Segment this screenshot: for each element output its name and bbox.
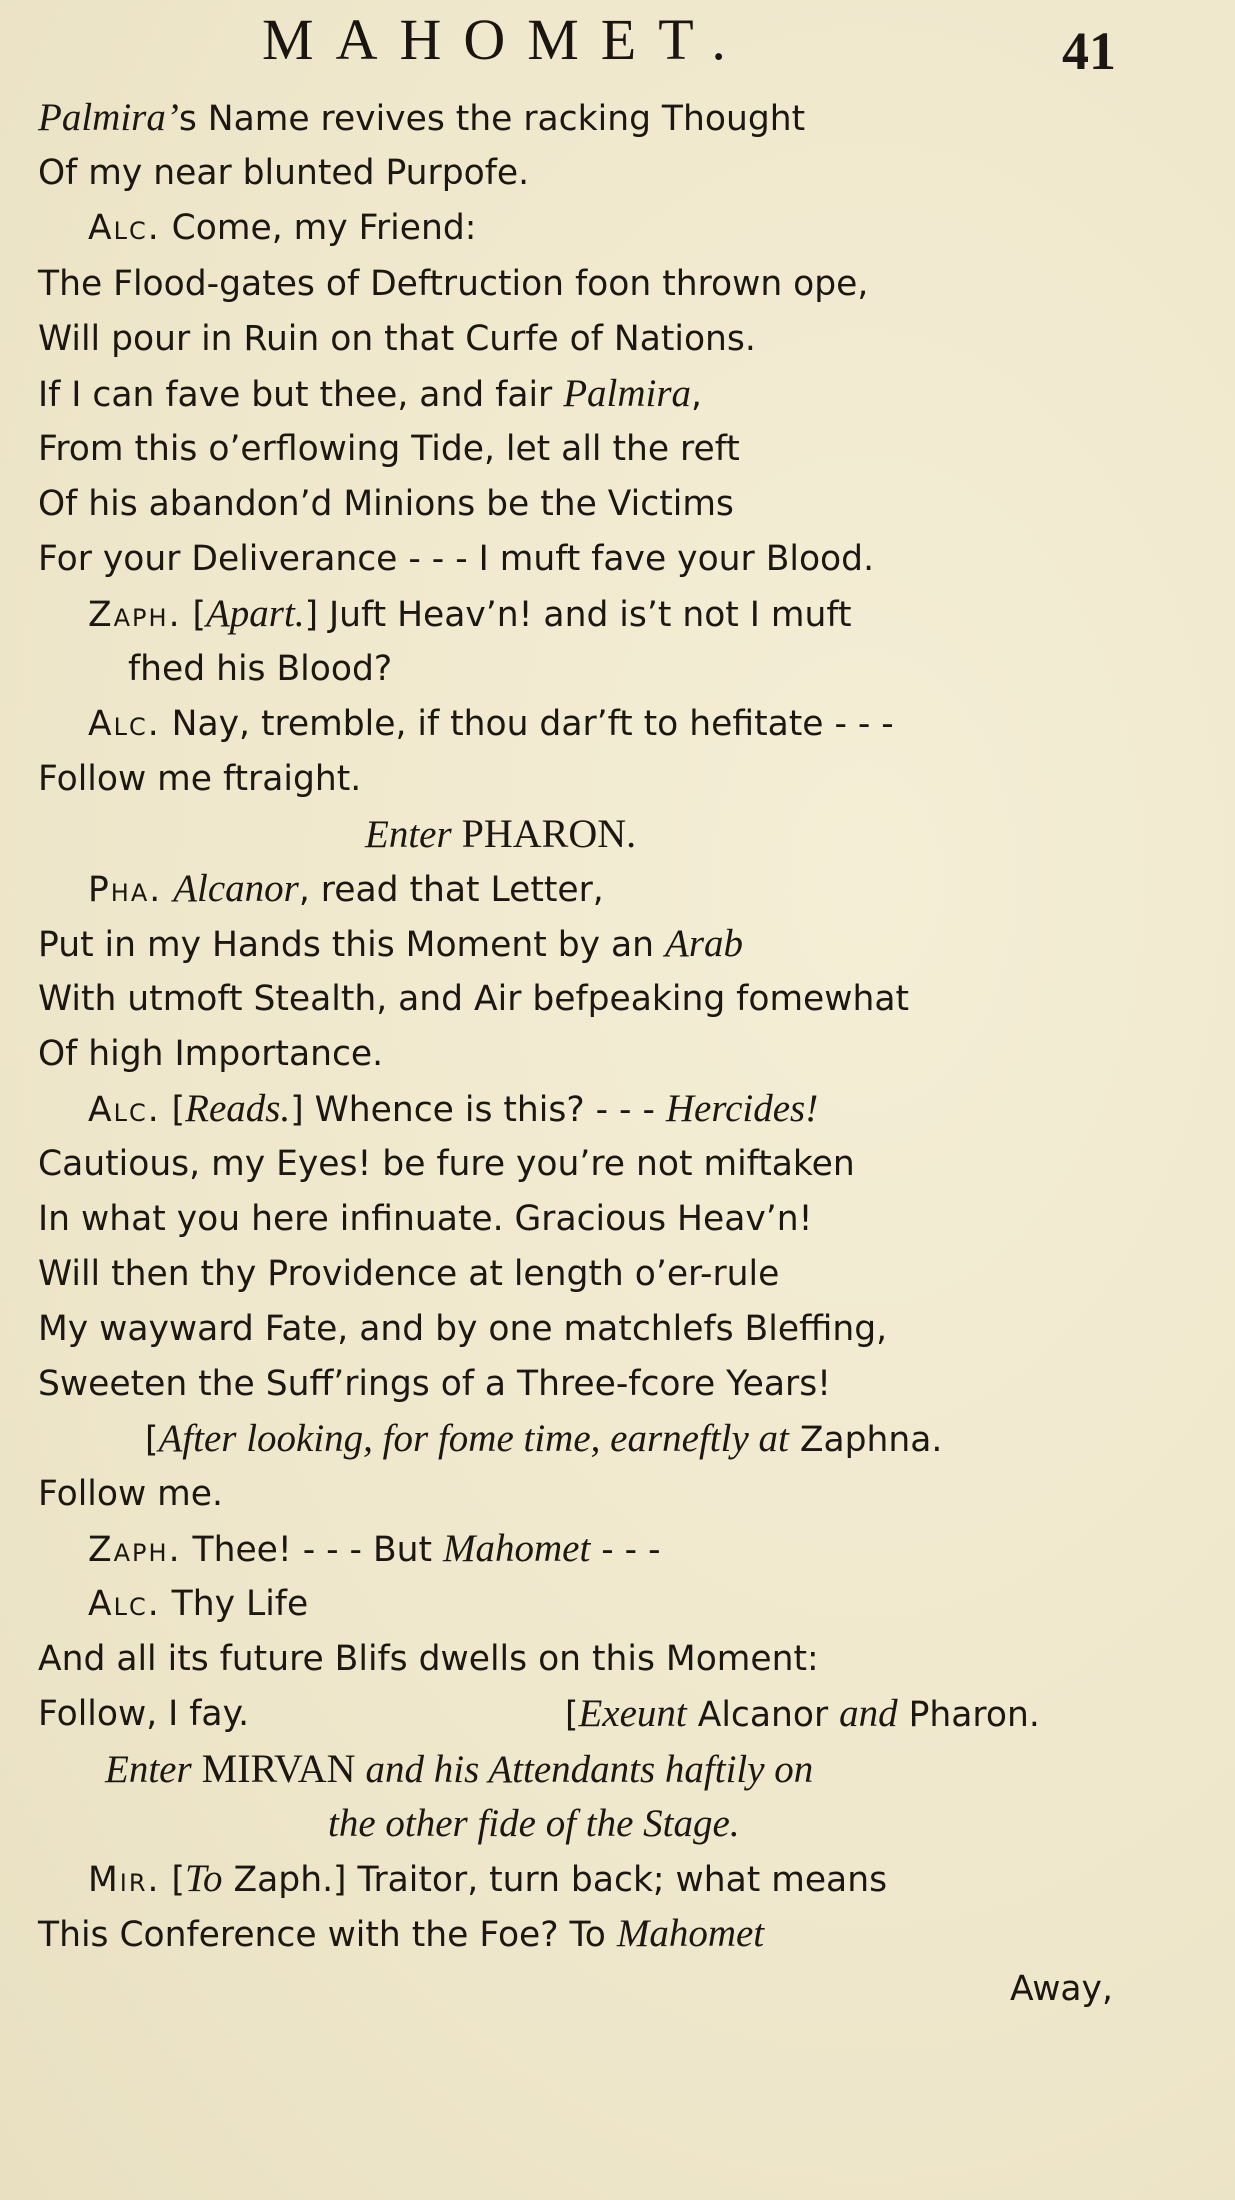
text-line bbox=[128, 649, 392, 689]
italic-text: After looking, for fome time, earneftly at bbox=[158, 1417, 789, 1460]
line-text: Follow me. bbox=[38, 1474, 223, 1514]
line-text: This Conference with the Foe? To bbox=[38, 1915, 617, 1955]
italic-text: Enter bbox=[105, 1748, 192, 1791]
text-line bbox=[38, 98, 805, 139]
text-line bbox=[38, 539, 874, 579]
line-text: s Name revives the racking Thought bbox=[178, 99, 806, 139]
text-line bbox=[38, 1694, 249, 1734]
speaker-name: Alc. bbox=[88, 1584, 161, 1624]
line-text: [ bbox=[181, 595, 206, 635]
line-text: Follow, I fay. bbox=[38, 1694, 250, 1734]
line-text: Thy Life bbox=[160, 1584, 309, 1624]
text-line bbox=[88, 1529, 661, 1570]
italic-text: Palmira bbox=[563, 372, 692, 415]
text-line bbox=[88, 704, 894, 744]
line-text: Will pour in Ruin on that Curfe of Nations. bbox=[38, 319, 756, 359]
text-line bbox=[565, 1694, 1040, 1735]
italic-text: Hercides! bbox=[665, 1087, 819, 1130]
italic-text: Exeunt bbox=[578, 1692, 687, 1735]
line-text: fhed his Blood? bbox=[128, 649, 393, 689]
text-line bbox=[88, 594, 851, 635]
text-line bbox=[38, 153, 529, 193]
speaker-name: Alc. bbox=[88, 704, 161, 744]
line-text: Of high Importance. bbox=[38, 1034, 384, 1074]
line-text: - - - bbox=[590, 1530, 661, 1570]
line-text: PHARON. bbox=[451, 811, 637, 856]
text-line bbox=[88, 1584, 308, 1624]
text-line bbox=[38, 484, 734, 524]
line-text: [ bbox=[565, 1695, 579, 1735]
speaker-name: Mir. bbox=[88, 1860, 161, 1900]
text-line bbox=[105, 1746, 814, 1791]
text-line bbox=[38, 1364, 831, 1404]
line-text: MIRVAN bbox=[191, 1746, 366, 1791]
text-line bbox=[38, 1254, 779, 1294]
running-header-title: MAHOMET. bbox=[262, 7, 748, 72]
text-line bbox=[38, 1474, 223, 1514]
text-line bbox=[38, 1309, 887, 1349]
text-line bbox=[38, 1914, 764, 1955]
line-text: With utmoft Stealth, and Air befpeaking fomewhat bbox=[38, 979, 910, 1019]
line-text bbox=[162, 870, 173, 910]
text-line bbox=[365, 811, 637, 856]
line-text: If I can fave but thee, and fair bbox=[38, 375, 564, 415]
italic-text: To bbox=[184, 1857, 223, 1900]
italic-text: Apart. bbox=[205, 592, 305, 635]
italic-text: Arab bbox=[665, 922, 743, 965]
line-text: Nay, tremble, if thou dar’ft to hefitate - - - bbox=[160, 704, 894, 744]
text-line bbox=[328, 1804, 740, 1845]
line-text: For your Deliverance - - - I muft fave your Blood. bbox=[38, 539, 875, 579]
italic-text: Mahomet bbox=[442, 1527, 591, 1570]
text-line bbox=[38, 1199, 812, 1239]
text-line bbox=[1010, 1969, 1113, 2009]
line-text: Thee! - - - But bbox=[181, 1530, 443, 1570]
italic-text: and his Attendants haftily on bbox=[365, 1748, 814, 1791]
line-text: Will then thy Providence at length o’er-rule bbox=[38, 1254, 780, 1294]
speaker-name: Pha. bbox=[88, 870, 163, 910]
italic-text: Alcanor bbox=[173, 867, 299, 910]
text-line bbox=[88, 1089, 818, 1130]
speaker-name: Alc. bbox=[88, 208, 161, 248]
text-line bbox=[38, 319, 756, 359]
line-text: Sweeten the Suff’rings of a Three-fcore Years! bbox=[38, 1364, 831, 1404]
italic-text: Mahomet bbox=[616, 1912, 765, 1955]
line-text: [ bbox=[160, 1860, 185, 1900]
line-text: Alcanor bbox=[686, 1695, 840, 1735]
text-line bbox=[145, 1419, 942, 1460]
line-text: And all its future Blifs dwells on this Moment: bbox=[38, 1639, 819, 1679]
italic-text: Palmira’ bbox=[38, 96, 179, 139]
page-number: 41 bbox=[1062, 21, 1116, 81]
line-text: Of my near blunted Purpofe. bbox=[38, 153, 530, 193]
text-line bbox=[38, 924, 743, 965]
italic-text: the other fide of the Stage. bbox=[328, 1802, 740, 1845]
line-text: Zaphna. bbox=[788, 1420, 943, 1460]
line-text: Of his abandon’d Minions be the Victims bbox=[38, 484, 734, 524]
text-line bbox=[88, 208, 476, 248]
text-line bbox=[38, 1144, 855, 1184]
line-text: [ bbox=[145, 1420, 159, 1460]
text-line bbox=[38, 374, 702, 415]
line-text: , read that Letter, bbox=[298, 870, 604, 910]
line-text: The Flood-gates of Deftruction foon thrown ope, bbox=[38, 264, 869, 304]
line-text: My wayward Fate, and by one matchlefs Bleffing, bbox=[38, 1309, 888, 1349]
line-text: , bbox=[691, 375, 703, 415]
line-text: In what you here infinuate. Gracious Heav’n! bbox=[38, 1199, 813, 1239]
text-line bbox=[88, 869, 604, 910]
line-text: ] Whence is this? - - - bbox=[290, 1090, 666, 1130]
line-text: Zaph.] Traitor, turn back; what means bbox=[222, 1860, 888, 1900]
line-text: Pharon. bbox=[897, 1695, 1040, 1735]
speaker-name: Alc. bbox=[88, 1090, 161, 1130]
line-text: Cautious, my Eyes! be fure you’re not miftaken bbox=[38, 1144, 855, 1184]
text-line bbox=[38, 1034, 383, 1074]
italic-text: Enter bbox=[365, 813, 452, 856]
italic-text: and bbox=[839, 1692, 898, 1735]
text-line bbox=[88, 1859, 887, 1900]
line-text: Away, bbox=[1010, 1969, 1113, 2009]
line-text: Follow me ftraight. bbox=[38, 759, 362, 799]
line-text: Come, my Friend: bbox=[160, 208, 477, 248]
text-line bbox=[38, 759, 361, 799]
text-line bbox=[38, 264, 868, 304]
italic-text: Reads. bbox=[185, 1087, 291, 1130]
line-text: [ bbox=[160, 1090, 186, 1130]
line-text: Put in my Hands this Moment by an bbox=[38, 925, 665, 965]
line-text: From this o’erflowing Tide, let all the reft bbox=[38, 429, 740, 469]
text-line bbox=[38, 979, 909, 1019]
text-line bbox=[38, 429, 740, 469]
line-text: ] Juft Heav’n! and is’t not I muft bbox=[304, 595, 852, 635]
speaker-name: Zaph. bbox=[88, 1530, 182, 1570]
text-line bbox=[38, 1639, 819, 1679]
speaker-name: Zaph. bbox=[88, 595, 182, 635]
